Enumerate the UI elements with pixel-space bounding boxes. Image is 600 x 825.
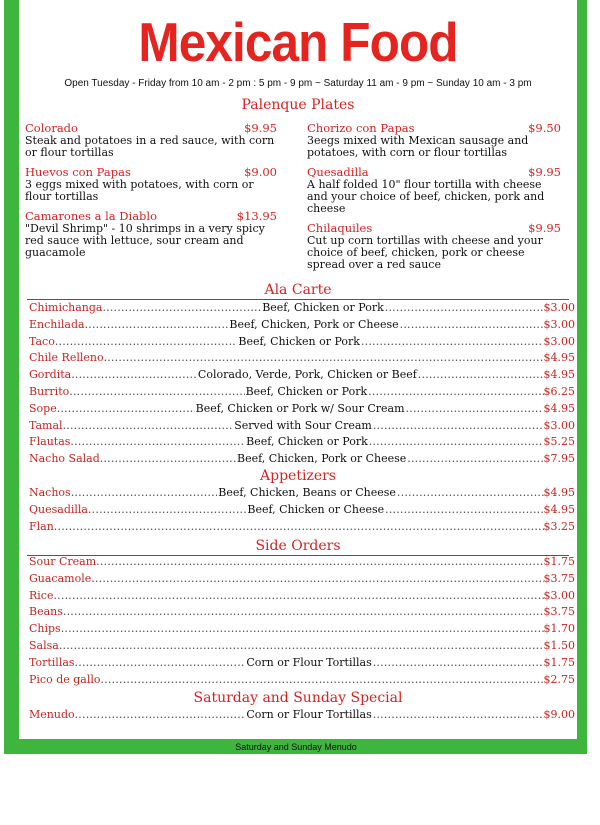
item-price: $6.25	[543, 385, 575, 398]
plate-description: "Devil Shrimp" - 10 shrimps in a very spicy red sauce with lettuce, sour cream and guacamole	[25, 222, 265, 259]
item-name: Tamal	[29, 418, 63, 432]
menu-row	[29, 571, 575, 587]
menu-row	[29, 554, 575, 570]
footer-note: Saturday and Sunday Menudo	[235, 742, 357, 752]
section-side-orders: Side Orders	[255, 538, 341, 554]
item-name: Chips	[29, 622, 61, 636]
opening-hours: Open Tuesday - Friday from 10 am - 2 pm : 5 pm - 9 pm ~ Saturday 11 am - 9 pm ~ Sunday 10 am - 3 pm	[64, 78, 532, 89]
dot-leader	[101, 672, 544, 688]
dot-leader	[361, 334, 544, 350]
item-description: Beef, Chicken, Pork or Cheese	[237, 452, 407, 466]
item-price: $4.95	[543, 368, 575, 382]
plate-item	[25, 210, 277, 259]
item-price: $5.25	[543, 435, 575, 449]
item-description: Beef, Chicken, Beans or Cheese	[218, 486, 396, 499]
section-weekend-special: Saturday and Sunday Special	[193, 690, 403, 706]
item-price: $3.00	[543, 588, 575, 602]
dot-leader	[75, 707, 246, 723]
item-price: $1.75	[543, 655, 575, 669]
dot-leader	[53, 588, 543, 604]
item-name: Pico de gallo	[29, 672, 101, 686]
dot-leader	[85, 317, 229, 333]
item-name: Burrito	[29, 385, 70, 398]
plate-price: $13.95	[236, 209, 277, 223]
section-ala-carte: Ala Carte	[264, 282, 332, 298]
item-price: $7.95	[543, 452, 575, 466]
menu-page	[19, 0, 577, 739]
item-price: $3.25	[543, 519, 575, 533]
item-name: Quesadilla	[29, 502, 88, 516]
menu-row	[29, 384, 575, 400]
dot-leader	[400, 317, 544, 333]
item-name: Tortillas	[29, 655, 75, 669]
dot-leader	[397, 485, 544, 501]
menu-row	[29, 451, 575, 467]
plate-name: Camarones a la Diablo	[25, 209, 158, 223]
plate-name: Huevos con Papas	[25, 165, 131, 179]
plate-price: $9.95	[528, 165, 561, 179]
dot-leader	[418, 367, 544, 383]
item-price: $4.95	[543, 351, 575, 365]
dot-leader	[71, 367, 197, 383]
dot-leader	[54, 519, 544, 535]
menu-row	[29, 485, 575, 501]
plate-name: Colorado	[25, 121, 78, 135]
dot-leader	[91, 571, 543, 587]
menu-row	[29, 300, 575, 316]
item-description: Beef, Chicken or Pork	[246, 435, 368, 449]
dot-leader	[406, 401, 544, 417]
menu-row	[29, 672, 575, 688]
item-name: Sour Cream	[29, 555, 97, 568]
item-description: Beef, Chicken or Pork w/ Sour Cream	[195, 401, 405, 415]
item-price: $2.75	[543, 672, 575, 686]
item-price: $1.70	[543, 622, 575, 636]
item-description: Served with Sour Cream	[234, 418, 372, 432]
item-price: $3.00	[543, 418, 575, 432]
item-description: Beef, Chicken or Cheese	[247, 502, 385, 516]
dot-leader	[407, 451, 543, 467]
menu-row	[29, 350, 575, 366]
item-name: Menudo	[29, 708, 75, 721]
dot-leader	[57, 401, 195, 417]
dot-leader	[96, 554, 543, 570]
menu-row	[29, 604, 575, 620]
item-price: $4.95	[543, 486, 575, 499]
dot-leader	[88, 502, 246, 518]
item-price: $1.50	[543, 639, 575, 652]
dot-leader	[75, 655, 246, 671]
dot-leader	[102, 300, 261, 316]
section-palenque-plates: Palenque Plates	[241, 97, 355, 113]
plate-item	[25, 122, 277, 159]
plate-name: Chilaquiles	[307, 221, 373, 235]
item-price: $3.75	[543, 571, 575, 585]
item-name: Gordita	[29, 368, 72, 382]
plate-item	[307, 166, 561, 215]
item-price: $9.00	[543, 708, 575, 721]
item-price: $4.95	[543, 401, 575, 415]
item-name: Sope	[29, 401, 57, 415]
dot-leader	[59, 638, 544, 654]
item-description: Beef, Chicken or Pork	[245, 385, 368, 398]
menu-row	[29, 401, 575, 417]
item-price: $3.75	[543, 605, 575, 619]
menu-row	[29, 621, 575, 637]
menu-row	[29, 519, 575, 535]
menu-row	[29, 502, 575, 518]
plate-description: 3eegs mixed with Mexican sausage and potatoes, with corn or flour tortillas	[307, 134, 529, 159]
dot-leader	[104, 350, 544, 366]
dot-leader	[69, 384, 244, 400]
menu-row	[29, 367, 575, 383]
menu-row	[29, 588, 575, 604]
dot-leader	[373, 707, 544, 723]
item-price: $3.00	[543, 317, 575, 331]
item-name: Salsa	[29, 639, 59, 652]
item-name: Taco	[29, 334, 55, 348]
item-price: $1.75	[543, 555, 575, 568]
item-name: Flautas	[29, 435, 71, 449]
item-name: Chimichanga	[29, 301, 103, 314]
plate-price: $9.95	[528, 221, 561, 235]
dot-leader	[369, 434, 544, 450]
plate-item	[307, 222, 561, 271]
green-border-frame	[4, 0, 587, 754]
item-description: Corn or Flour Tortillas	[246, 655, 372, 669]
item-description: Beef, Chicken or Pork	[238, 334, 360, 348]
plate-price: $9.00	[244, 165, 277, 179]
menu-title: Mexican Food	[138, 11, 458, 73]
item-description: Corn or Flour Tortillas	[246, 708, 372, 721]
menu-row	[29, 434, 575, 450]
dot-leader	[55, 334, 238, 350]
plate-name: Chorizo con Papas	[307, 121, 415, 135]
item-price: $3.00	[543, 301, 575, 314]
plate-description: A half folded 10" flour tortilla with cheese and your choice of beef, chicken, pork and cheese	[307, 178, 545, 215]
menu-row	[29, 418, 575, 434]
plate-name: Quesadilla	[307, 165, 369, 179]
menu-row	[29, 707, 575, 723]
plate-description: Steak and potatoes in a red sauce, with corn or flour tortillas	[25, 134, 275, 159]
dot-leader	[373, 655, 544, 671]
menu-row	[29, 334, 575, 350]
dot-leader	[368, 384, 543, 400]
plate-item	[25, 166, 277, 203]
dot-leader	[71, 485, 218, 501]
item-description: Beef, Chicken or Pork	[262, 301, 384, 314]
item-name: Nacho Salad	[29, 452, 100, 466]
item-name: Rice	[29, 588, 54, 602]
item-price: $3.00	[543, 334, 575, 348]
section-appetizers: Appetizers	[260, 468, 336, 484]
dot-leader	[385, 300, 544, 316]
dot-leader	[373, 418, 544, 434]
plate-price: $9.50	[528, 121, 561, 135]
plate-item	[307, 122, 561, 159]
menu-row	[29, 317, 575, 333]
item-name: Flan	[29, 519, 54, 533]
menu-row	[29, 655, 575, 671]
dot-leader	[63, 418, 234, 434]
item-name: Chile Relleno	[29, 351, 104, 365]
item-name: Guacamole	[29, 571, 92, 585]
item-name: Beans	[29, 605, 63, 619]
item-name: Enchilada	[29, 317, 85, 331]
item-price: $4.95	[543, 502, 575, 516]
item-description: Beef, Chicken, Pork or Cheese	[229, 317, 399, 331]
dot-leader	[61, 621, 544, 637]
item-description: Colorado, Verde, Pork, Chicken or Beef	[197, 368, 417, 382]
dot-leader	[70, 434, 245, 450]
dot-leader	[100, 451, 236, 467]
plate-price: $9.95	[244, 121, 277, 135]
menu-row	[29, 638, 575, 654]
item-name: Nachos	[29, 486, 71, 499]
plate-description: 3 eggs mixed with potatoes, with corn or flour tortillas	[25, 178, 254, 203]
dot-leader	[63, 604, 544, 620]
plate-description: Cut up corn tortillas with cheese and your choice of beef, chicken, pork or cheese spread over a red sauce	[307, 234, 543, 271]
dot-leader	[385, 502, 543, 518]
